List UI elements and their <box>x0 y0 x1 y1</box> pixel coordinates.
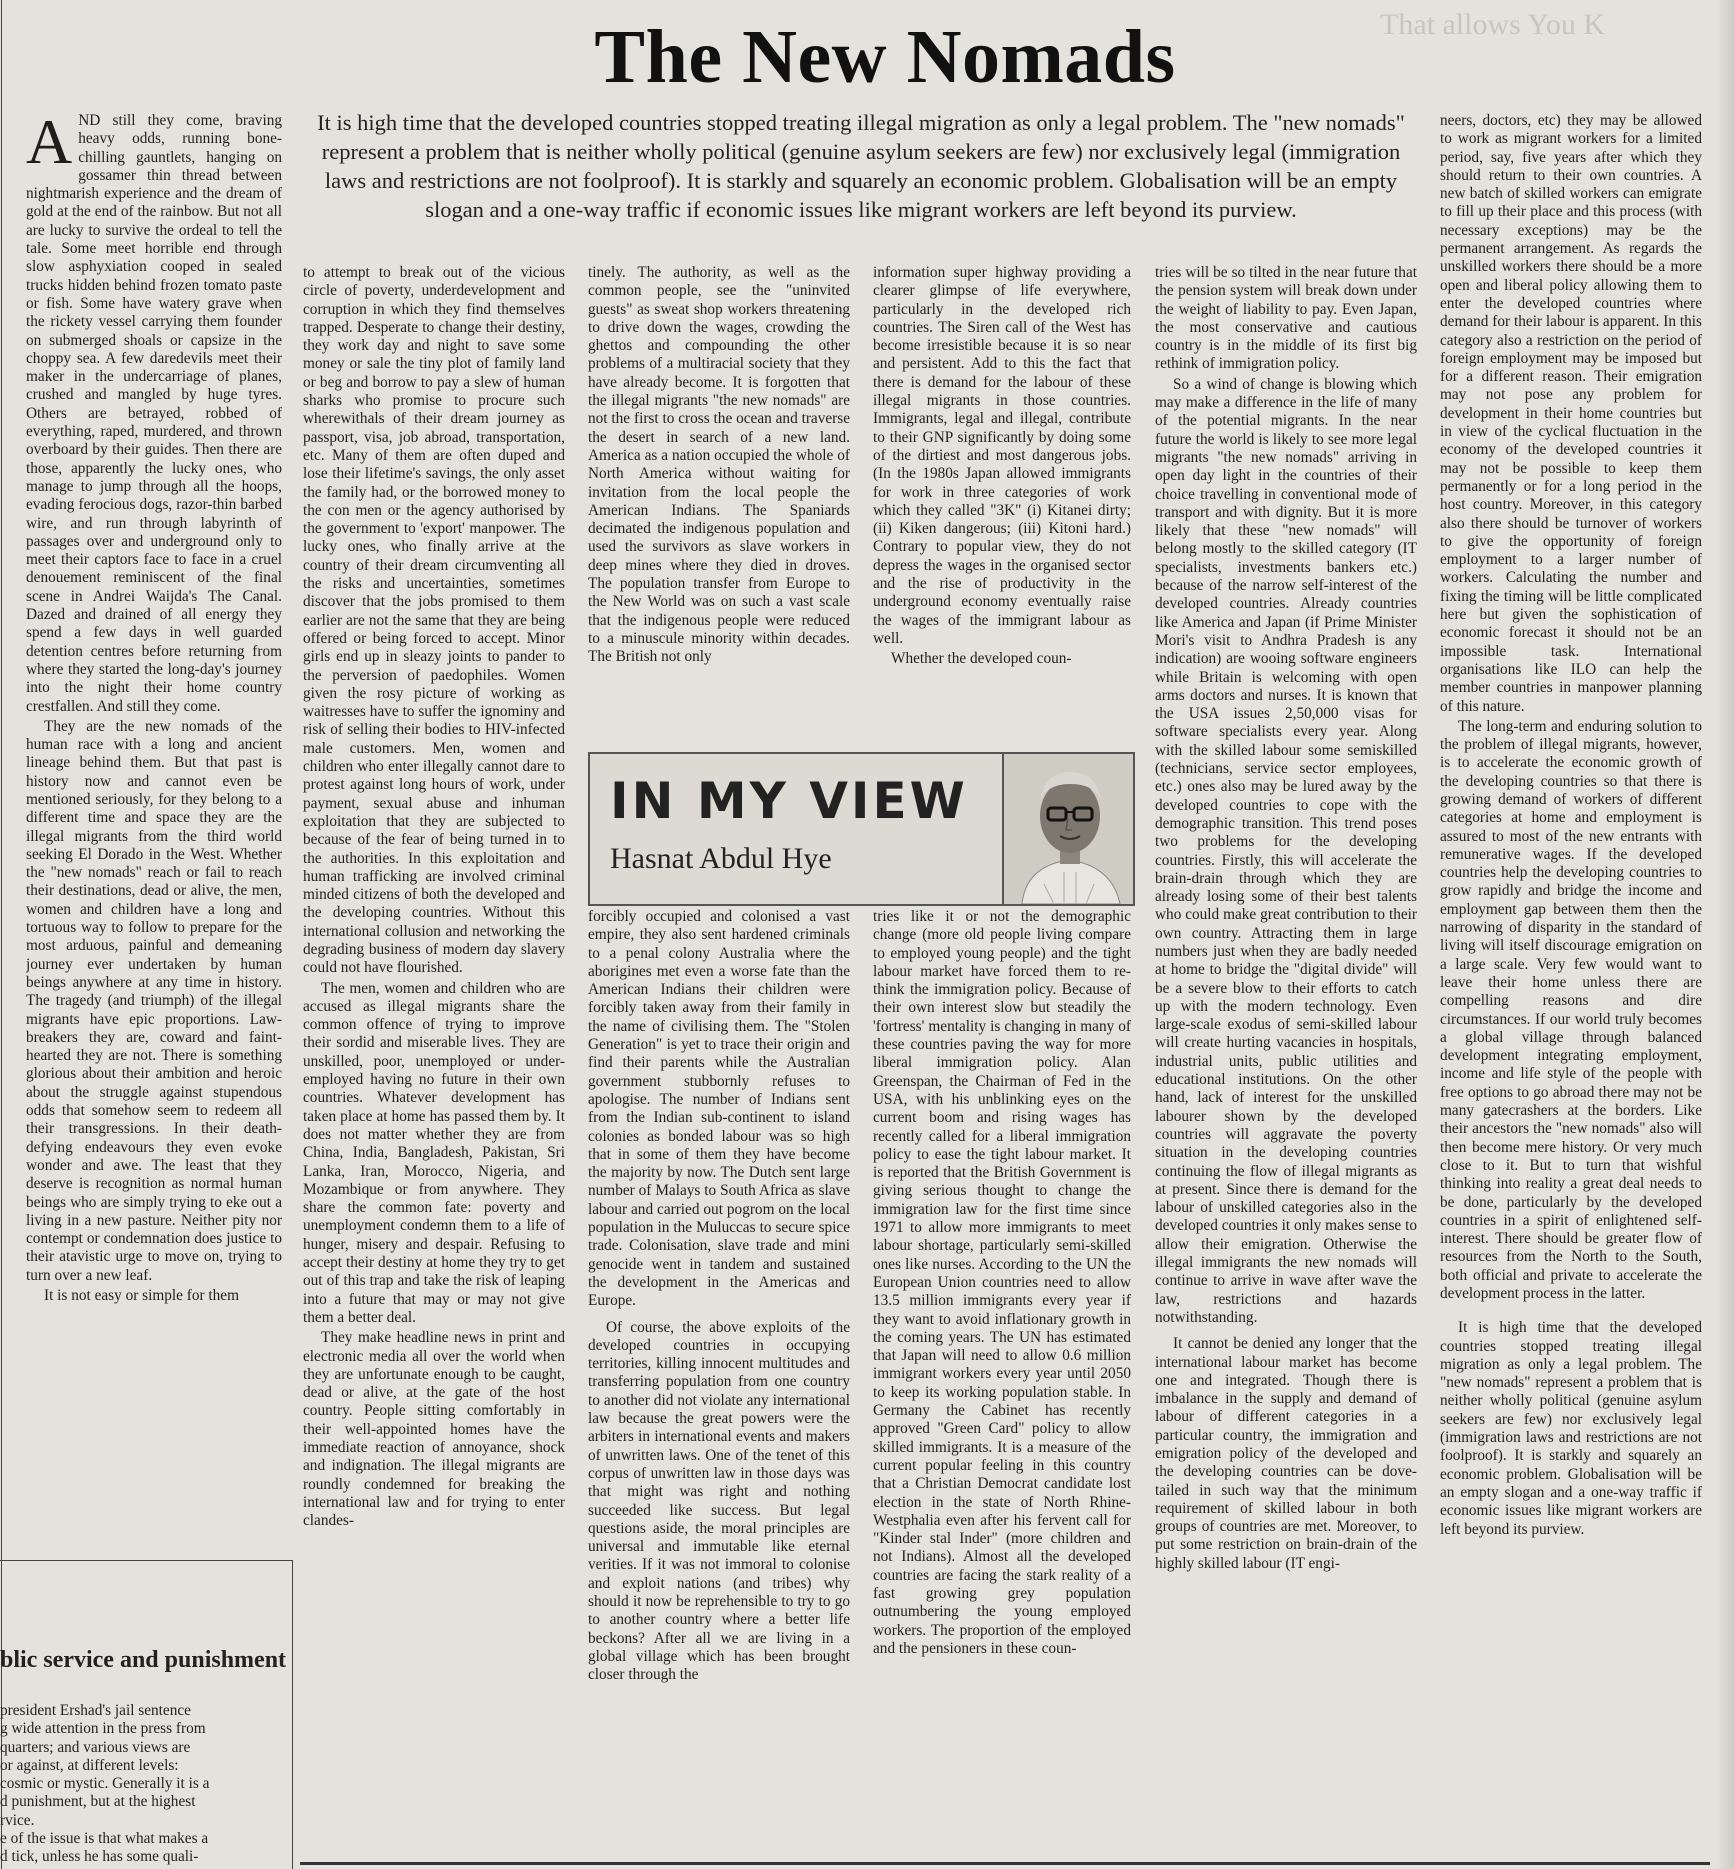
col2-paragraph-3: They make headline news in print and electronic media all over the world when they are unfortunate enough to be caught, dead or alive, at the gate of the host country. People sitting comfortably in their well-appointed homes have the immediate reaction of annoyance, shock and indignation. The illegal migrants are roundly condemned for breaking the international law and for trying to enter clandes- <box>303 1329 565 1530</box>
sidebar-top-rule <box>0 1560 292 1561</box>
standfirst: It is high time that the developed countries stopped treating illegal migration as only a legal problem. The "new nomads" represent a problem that is neither wholly political (genuine asylum seekers are few) nor exclusively legal (immigration laws and restrictions are not foolproof). It is starkly and squarely an economic problem. Globalisation will be an empty slogan and a one-way traffic if economic issues like migrant workers are left beyond its purview. <box>317 110 1405 222</box>
author-portrait-image <box>1004 754 1135 904</box>
page-fold-shadow <box>1716 0 1734 1869</box>
col4-top-paragraph-2: Whether the developed coun- <box>891 650 1072 668</box>
sidebar-line: cosmic or mystic. Generally it is a <box>0 1775 210 1793</box>
sidebar-line: or against, at different levels: <box>0 1756 179 1774</box>
sidebar-line: d tick, unless he has some quali- <box>0 1848 199 1866</box>
col1-paragraph-2: They are the new nomads of the human race with a long and ancient lineage behind them. But that past is history now and cannot even be mentioned seriously, for they belong to a different time and space they are the illegal migrants from the third world seeking El Dorado in the West. Whether the "new nomads" reach or fail to reach their destinations, dead or alive, the men, women and children have a long and tortuous way to follow to prepare for the most arduous, painful and demeaning journey ever undertaken by human beings anywhere at any time in history. The tragedy (and triumph) of the illegal migrants have epic proportions. Law-breakers they are, coward and faint-hearted they are not. There is something glorious about their ambition and heroic about the struggle against stupendous odds that somehow seem to redeem all their transgressions. In their death-defying endeavours they even evoke wonder and awe. The least that they deserve is recognition as normal human beings who are simply trying to eke out a living in a new pasture. Neither pity nor contempt or condemnation does justice to their atavistic urge to move on, trying to turn over a new leaf. <box>26 717 282 1284</box>
column-6 <box>1440 112 1702 1864</box>
sidebar-body <box>0 1702 270 1869</box>
column-1 <box>26 112 282 1547</box>
col2-paragraph-1: to attempt to break out of the vicious circle of poverty, underdevelopment and corruption in which they find themselves trapped. Desperate to change their destiny, they work day and night to save some money or sale the tiny plot of family land or beg and borrow to pay a slew of human sharks who promise to procure such wherewithals of their dream journey as passport, visa, job abroad, transportation, etc. Many of them are often duped and lose their lifetime's savings, the only asset the family had, or the borrowed money to the con men or the agency authorised by the government to 'export' manpower. The lucky ones, who finally arrive at the country of their dream circumventing all the risks and uncertainties, sometimes discover that the jobs promised to them earlier are not the same that they are being offered or being forced to accept. Minor girls end up in sleazy joints to pander to the perversion of paedophiles. Women given the rosy picture of working as waitresses have to suffer the ignominy and risk of selling their bodies to HIV-infected male customers. Men, women and children who enter illegally cannot dare to protest against long hours of work, under payment, sexual abuse and inhuman exploitation that they are subjected to because of the fear of being turned in to the authorities. In this exploitation and human trafficking are involved criminal minded citizens of both the developed and the developing countries. Without this international collusion and networking the degrading business of modern day slavery could not have flourished. <box>303 264 565 977</box>
adjacent-page-ghost-text: That allows You K <box>1380 8 1606 41</box>
col6-paragraph-1: neers, doctors, etc) they may be allowed to work as migrant workers for a limited period, say, five years after which they should return to their own countries. A new batch of skilled workers can emigrate to fill up their place and this process (with necessary exceptions) may be the permanent arrangement. As regards the unskilled workers there should be a more open and liberal policy allowing them to enter the developed countries where demand for their labour is apparent. In this category also a restriction on the period of foreign employment may be imposed but for a different reason. Their emigration may not pose any problem for development in their home countries but in view of the cyclical fluctuation in the economy of the developed countries it may not be possible to keep them permanently or for a long period in the host country. Moreover, in this category also there should be turnover of workers to give the opportunity of foreign employment to a larger number of workers. Calculating the number and fixing the timing will be little complicated here but given the sophistication of economic forecast it should not be an impossible task. International organisations like ILO can help the member countries in manpower planning of this nature. <box>1440 112 1702 715</box>
col2-paragraph-2: The men, women and children who are accused as illegal migrants share the common offence of trying to improve their sordid and miserable lives. They are unskilled, poor, unemployed or under-employed having no future in their own countries. Whatever development has taken place at home has passed them by. It does not matter whether they are from China, India, Bangladesh, Pakistan, Sri Lanka, Iran, Morocco, Nigeria, and Mozambique or from anywhere. They share the common fate: poverty and unemployment condemn them to a life of hunger, misery and despair. Refusing to accept their destiny at home they try to get out of this trap and take the risk of leaping into a future that may or may not give them a better deal. <box>303 979 565 1326</box>
column-4-bottom <box>873 908 1131 1864</box>
col5-paragraph-1: tries will be so tilted in the near future that the pension system will break down under the weight of liability to pay. Even Japan, the most conservative and cautious country is in the middle of its first big rethink of immigration policy. <box>1155 264 1417 373</box>
sidebar-line: rvice. <box>0 1811 35 1829</box>
author-name: Hasnat Abdul Hye <box>610 842 832 875</box>
col3-top-paragraph: tinely. The authority, as well as the common people, see the "uninvited guests" as sweat shop workers threatening to drive down the wages, crowding the ghettos and compounding the other problems of a multiracial society that they have already become. It is forgotten that the illegal migrants "the new nomads" are not the first to cross the ocean and traverse the desert in search of a new land. America as a nation occupied the whole of North America without waiting for invitation from the local people the American Indians. The Spaniards decimated the indigenous population and used the survivors as slave workers in deep mines where they died in droves. The population transfer from Europe to the New World was on such a vast scale that the indigenous people were reduced to a minuscule minority within decades. The British not only <box>588 264 850 666</box>
page-edge-rule <box>1 0 2 1869</box>
column-5 <box>1155 264 1417 1864</box>
column-label: IN MY VIEW <box>610 772 968 830</box>
column-3-top <box>588 264 850 748</box>
drop-cap: A <box>26 112 73 177</box>
col4-bottom-paragraph: tries like it or not the demographic change (more old people living compare to employed young people) and the tight labour market have forced them to re-think the immigration policy. Because of their own interest slow but steadily the 'fortress' mentality is changing in many of these countries paving the way for more liberal immigration policy. Alan Greenspan, the Chairman of Fed in the USA, with his unblinking eyes on the current boom and rising wages has recently called for a liberal immigration policy to ease the tight labour market. It is reported that the British Government is giving serious thought to change the immigration law for the first time since 1971 to allow more immigrants to meet labour shortage, particularly semi-skilled ones like nurses. According to the UN the European Union countries need to allow 13.5 million immigrants every year if they want to avoid inflationary growth in the coming years. The UN has estimated that Japan will need to allow 0.6 million immigrant workers every year until 2050 to keep its working population stable. In Germany the Cabinet has recently approved "Green Card" policy to allow skilled immigrants. It is a measure of the current popular feeling in this country that a Christian Democrat candidate lost election in the state of North Rhine-Westphalia even after his fervent call for "Kinder stal Inder" (more children and not Indians). Almost all the developed countries are facing the stark reality of a fast growing grey population outnumbering the young employed workers. The proportion of the employed and the pensioners in these coun- <box>873 908 1131 1657</box>
col6-paragraph-2: The long-term and enduring solution to the problem of illegal migrants, however, is to accelerate the economic growth of the developing countries so that there is growing demand of workers of different categories at home and employment is assured to most of the new entrants with remunerative wages. If the developed countries help the developing countries to grow rapidly and bridge the income and employment gap between them then the narrowing of disparity in the standard of living will itself discourage emigration on a large scale. Very few would want to leave their home unless there are compelling reasons and dire circumstances. If our world truly becomes a global village through balanced development integrating employment, income and life style of the people with free options to go abroad there may not be many gatecrashers at the borders. Like their ancestors the "new nomads" also will then become mere history. Or very much close to it. But to turn that wishful thinking into reality a great deal needs to be done, particularly by the developed countries in a spirit of enlightened self-interest. There should be greater flow of resources from the North to the South, both official and private to accelerate the development process in the latter. <box>1440 717 1702 1302</box>
sidebar-line: d punishment, but at the highest <box>0 1793 196 1811</box>
col5-paragraph-2: So a wind of change is blowing which may make a difference in the life of many of the potential migrants. In the near future the world is likely to see more legal migrants "the new nomads" arriving in open day light in the countries of their choice travelling in conventional mode of transport and with dignity. But it is more likely that these "new nomads" will belong mostly to the skilled category (IT specialists, investments bankers etc.) because of the narrow self-interest of the developed countries. Already countries like America and Japan (if Prime Minister Mori's visit to Andhra Pradesh is any indication) are wooing software engineers while Britain is welcoming with open arms doctors and nurses. It is known that the USA issues 2,50,000 visas for software specialists every year. Along with the skilled labour some semiskilled (technicians, service sector employees, etc.) ones also may be lured away by the developed countries to cope with the demographic transition. This trend poses two problems for the developing countries. Firstly, this will accelerate the brain-drain through which they are already losing some of their best talents who could make great contribution to their own country. Attracting them in large numbers just when they are badly needed at home to bridge the "digital divide" will be a severe blow to their efforts to catch up with the modern technology. Even large-scale exodus of semi-skilled labour will create hurting vacancies in hospitals, industrial units, public utilities and educational institutions. On the other hand, lack of interest for the unskilled labourer shown by the developed countries will aggravate the poverty situation in the developing countries continuing the flow of illegal migrants as at present. Since there is demand for the labour of unskilled categories also in the developed countries it only makes sense to allow their emigration. Otherwise the illegal immigrants the new nomads will continue to arrive in wave after wave the law, restrictions and hazards notwithstanding. <box>1155 375 1417 1326</box>
col4-top-paragraph: information super highway providing a clearer glimpse of life everywhere, particularly in the developed rich countries. The Siren call of the West has become irresistible because it is so near and persistent. Add to this the fact that there is demand for the labour of these illegal migrants in those countries. Immigrants, legal and illegal, contribute to their GNP significantly by doing some of the dirtiest and most dangerous jobs. (In the 1980s Japan allowed immigrants for work in three categories of work which they called "3K" (i) Kitanei dirty; (ii) Kiken dangerous; (iii) Kitoni hard.) Contrary to popular view, they do not depress the wages in the organised sector and the rise of productivity in the underground economy eventually raise the wages of the immigrant labour as well. <box>873 264 1131 647</box>
column-4-top <box>873 264 1131 748</box>
column-2 <box>303 264 565 1864</box>
sidebar-line: e of the issue is that what makes a <box>0 1830 209 1848</box>
col1-paragraph-3: It is not easy or simple for them <box>44 1287 239 1304</box>
sidebar-line: president Ershad's jail sentence <box>0 1702 191 1719</box>
sidebar-line: quarters; and various views are <box>0 1738 191 1756</box>
sidebar-headline: blic service and punishment <box>0 1647 287 1673</box>
col5-paragraph-3: It cannot be denied any longer that the international labour market has become one and integrated. Though there is imbalance in the supply and demand of labour of different categories in a particular country, the immigration and emigration policy of the developed and the developing countries can be dove-tailed in such way that the minimum requirement of skilled labour in both groups of countries are met. Moreover, to put some restriction on brain-drain of the highly skilled labour (IT engi- <box>1155 1335 1417 1572</box>
in-my-view-box <box>588 752 1135 906</box>
sidebar-line: g wide attention in the press from <box>0 1720 206 1738</box>
col3-bottom-paragraph-1: forcibly occupied and colonised a vast empire, they also sent hardened criminals to a penal colony Australia where the aborigines met even a worse fate than the American Indians their children were forcibly taken away from their family in the name of civilising them. The "Stolen Generation" is yet to trace their origin and find their parents while the Australian government stubbornly refuses to apologise. The number of Indians sent from the Indian sub-continent to island colonies as bonded labour was so high that in some of them they have become the majority by now. The Dutch sent large number of Malays to South Africa as slave labour and carried out pogrom on the local population in the Muluccas to secure spice trade. Colonisation, slave trade and mini genocide went in tandem and sustained the development in the Americas and Europe. <box>588 908 850 1310</box>
bottom-rule <box>300 1862 1710 1865</box>
col1-paragraph-1: ND still they come, braving heavy odds, running bone-chilling gauntlets, hanging on gossamer thin thread between nightmarish experience and the dream of gold at the end of the rainbow. But not all are lucky to survive the ordeal to tell the tale. Some meet horrible end through slow asphyxiation cooped in sealed trucks hidden behind frozen tomato paste or fish. Some have watery grave when the rickety vessel carrying them founder on submerged shoals or capsize in the choppy sea. A few daredevils meet their maker in the undercarriage of planes, crushed and mangled by huge tyres. Others are betrayed, robbed of everything, raped, murdered, and thrown overboard by their guides. Then there are those, apparently the lucky ones, who manage to jump through all the hoops, evading ferocious dogs, razor-thin barbed wire, and run through labyrinth of passages over and underground only to meet their captors face to face in a cruel denouement reminiscent of the final scene in Andrei Waijda's The Canal. Dazed and drained of all energy they spend a few days in well guarded detention centres before returning from where they started the long-day's journey into the night their home country crestfallen. And still they come. <box>26 112 282 715</box>
headline: The New Nomads <box>594 15 1176 99</box>
column-3-bottom <box>588 908 850 1864</box>
sidebar-right-rule <box>292 1560 293 1869</box>
col6-paragraph-3: It is high time that the developed countries stopped treating illegal migration as only a legal problem. The "new nomads" represent a problem that is neither wholly political (genuine asylum seekers are few) nor exclusively legal (immigration laws and restrictions are not foolproof). It is starkly and squarely an economic problem. Globalisation will be an empty slogan and a one-way traffic if economic issues like migrant workers are left beyond its purview. <box>1440 1319 1702 1538</box>
col3-bottom-paragraph-2: Of course, the above exploits of the developed countries in occupying territories, killing innocent multitudes and transferring population from one country to another did not violate any international law because the great powers were the arbiters in international events and makers of unwritten laws. One of the tenet of this corpus of unwritten law in those days was that might was right and nothing succeeded like success. But legal questions aside, the moral principles are universal and immutable like eternal verities. If it was not immoral to colonise and exploit nations (and tribes) why should it now be reprehensible to try to go to another country where a better life beckons? After all we are living in a global village which has been brought closer through the <box>588 1318 850 1684</box>
author-photo <box>1002 754 1135 904</box>
